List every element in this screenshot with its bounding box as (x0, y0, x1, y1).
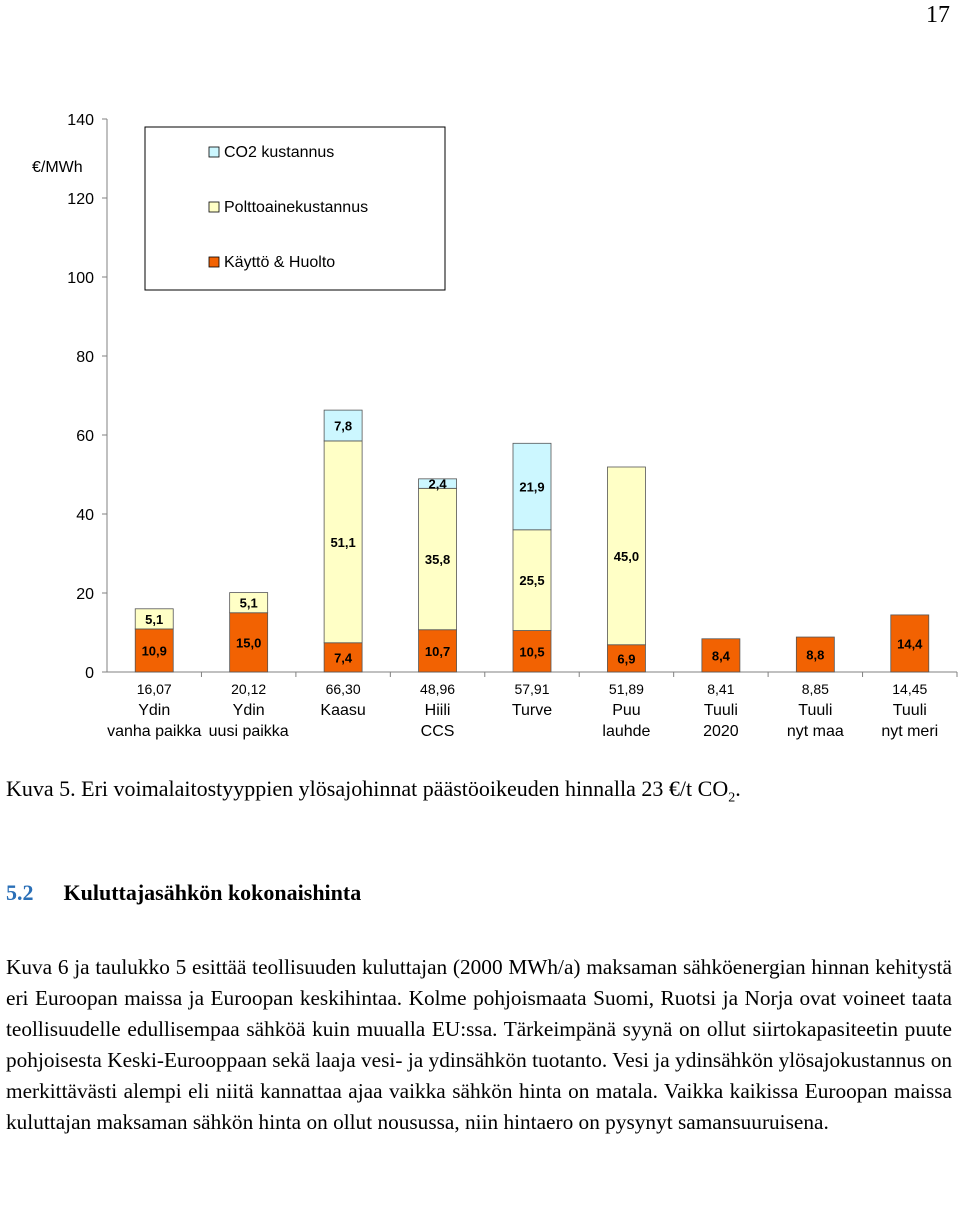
category-label: Hiili (424, 702, 451, 719)
category-total-label: 48,96 (420, 681, 456, 697)
y-tick-label: 40 (76, 507, 94, 524)
category-label: Tuuli (892, 702, 927, 719)
category-label: Ydin (138, 702, 171, 719)
data-label: 45,0 (613, 548, 640, 564)
section-title: Kuluttajasähkön kokonaishinta (63, 880, 362, 905)
category-total-label: 20,12 (231, 681, 267, 697)
y-tick-label: 20 (76, 586, 94, 603)
legend-swatch (209, 147, 219, 157)
category-total-label: 16,07 (136, 681, 172, 697)
caption-suffix: . (735, 776, 741, 801)
category-total-label: 8,85 (801, 681, 829, 697)
category-sublabel: lauhde (602, 723, 651, 740)
data-label: 8,4 (711, 648, 730, 664)
y-tick-label: 60 (76, 428, 94, 445)
data-label: 51,1 (330, 534, 356, 550)
category-sublabel: CCS (420, 723, 455, 740)
y-axis-label: €/MWh (32, 159, 83, 176)
caption-text: Kuva 5. Eri voimalaitostyyppien ylösajohinnat päästöoikeuden hinnalla 23 €/t CO (6, 776, 729, 801)
caption-subscript: 2 (728, 790, 736, 806)
category-total-label: 51,89 (608, 681, 644, 697)
data-label: 35,8 (424, 552, 451, 568)
legend-label: Käyttö & Huolto (224, 254, 336, 271)
y-tick-label: 100 (67, 270, 94, 287)
category-total-label: 66,30 (325, 681, 361, 697)
y-tick-label: 80 (76, 349, 94, 366)
section-heading (6, 880, 361, 906)
category-total-label: 57,91 (514, 681, 550, 697)
category-label: Ydin (232, 702, 265, 719)
category-sublabel: 2020 (703, 723, 739, 740)
data-label: 7,8 (334, 418, 353, 434)
section-number: 5.2 (6, 880, 34, 905)
figure-caption (6, 776, 741, 806)
data-label: 25,5 (519, 573, 545, 589)
category-label: Tuuli (703, 702, 738, 719)
category-total-label: 14,45 (892, 681, 928, 697)
data-label: 10,7 (424, 643, 451, 659)
legend-swatch (209, 257, 219, 267)
data-label: 10,5 (519, 644, 545, 660)
category-label: Puu (612, 702, 641, 719)
category-sublabel: nyt maa (786, 723, 844, 740)
category-sublabel: vanha paikka (107, 723, 202, 740)
legend (145, 127, 445, 290)
legend-label: CO2 kustannus (224, 144, 335, 161)
category-sublabel: nyt meri (881, 723, 939, 740)
category-total-label: 8,41 (707, 681, 735, 697)
category-label: Tuuli (798, 702, 833, 719)
body-paragraph: Kuva 6 ja taulukko 5 esittää teollisuuden kuluttajan (2000 MWh/a) maksaman sähköenergian hinnan kehitystä eri Euroopan maissa ja Euroopan keskihintaa. Kolme pohjoismaata Suomi, Ruotsi ja Norja ovat voineet taata teollisuudelle edullisempaa sähköä kuin muualla EU:ssa. Tärkeimpänä syynä on ollut siirtokapasiteetin puute pohjoisesta Keski-Eurooppaan sekä laaja vesi- ja ydinsähkön tuotanto. Vesi ja ydinsähkön ylösajokustannus on merkittävästi alempi eli niitä kannattaa ajaa vaikka sähkön hinta on matala. Vaikka kaikissa Euroopan maissa kuluttajan maksaman sähkön hinta on ollut nousussa, niin hintaero on pysynyt samansuuruisena. (6, 955, 952, 1134)
data-label: 5,1 (239, 595, 258, 611)
data-label: 10,9 (141, 643, 167, 659)
y-tick-label: 140 (67, 112, 94, 129)
category-label: Kaasu (320, 702, 366, 719)
category-sublabel: uusi paikka (208, 723, 289, 740)
legend-swatch (209, 202, 219, 212)
cost-chart (0, 95, 960, 755)
y-tick-label: 120 (67, 191, 94, 208)
y-tick-label: 0 (85, 665, 94, 682)
legend-label: Polttoainekustannus (224, 199, 369, 216)
page-number: 17 (926, 2, 950, 28)
data-label: 6,9 (617, 651, 636, 667)
data-label: 15,0 (236, 635, 262, 651)
data-label: 8,8 (806, 647, 825, 663)
data-label: 7,4 (334, 650, 353, 666)
category-label: Turve (511, 702, 553, 719)
data-label: 5,1 (145, 611, 164, 627)
data-label: 2,4 (428, 476, 447, 492)
x-axis-labels (107, 672, 957, 740)
data-label: 21,9 (519, 479, 545, 495)
bars (135, 410, 929, 672)
data-label: 14,4 (897, 636, 923, 652)
